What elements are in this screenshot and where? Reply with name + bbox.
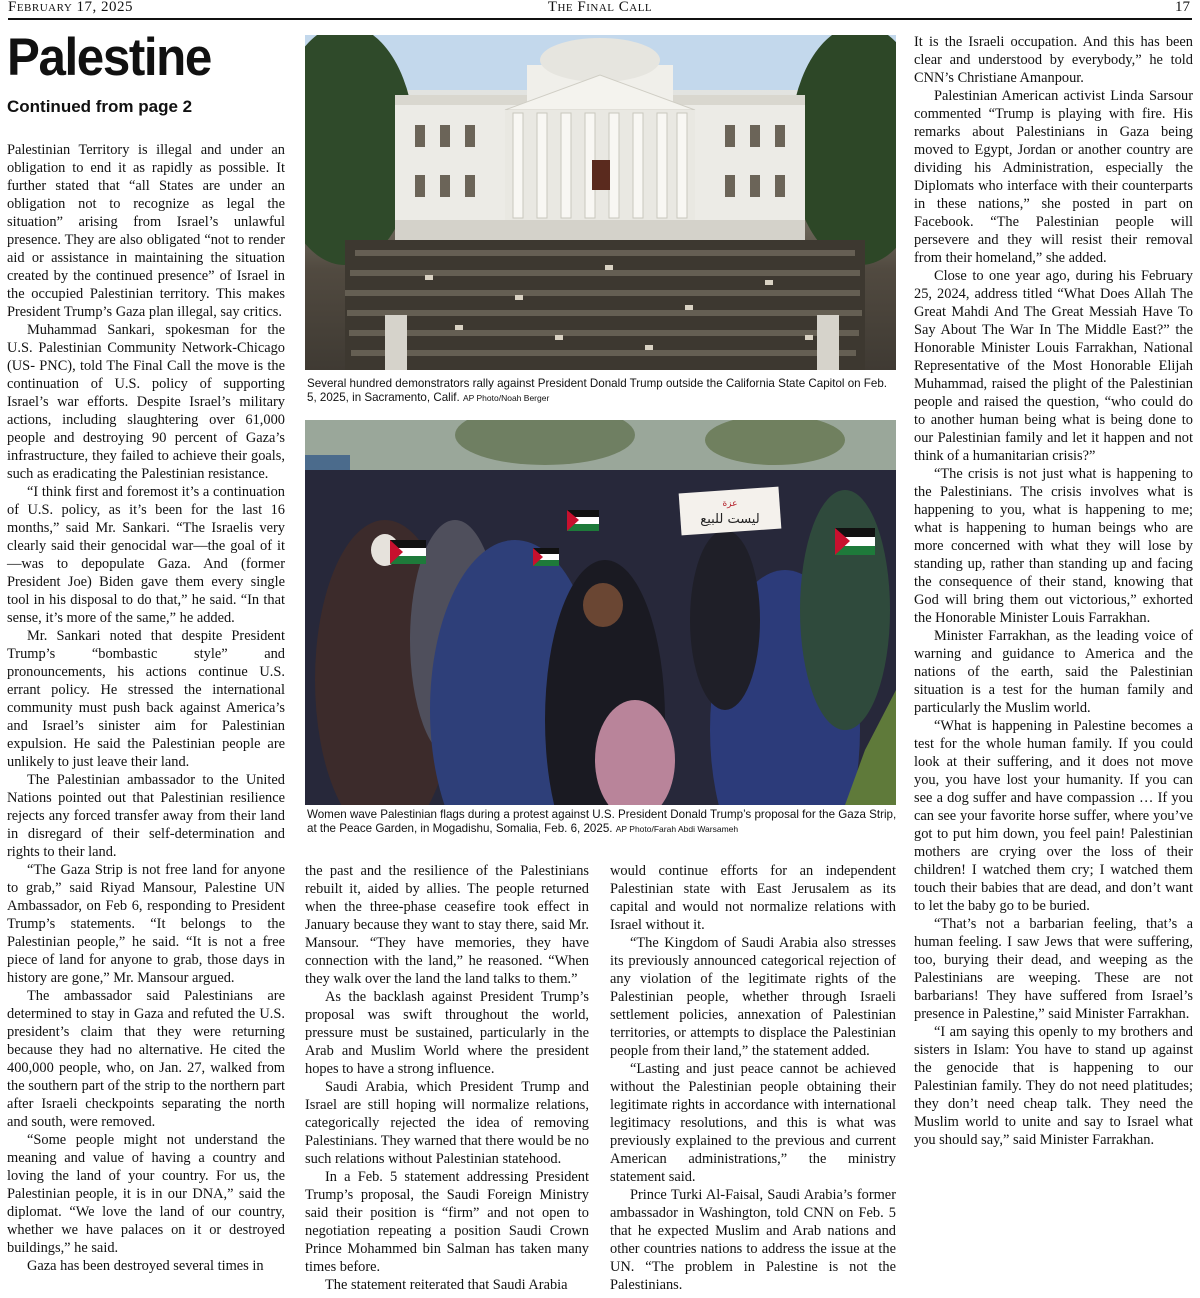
capitol-rally-illustration xyxy=(305,35,896,370)
capitol-rally-photo xyxy=(305,35,896,370)
palestinian-flag-3 xyxy=(835,528,875,555)
article-paragraph: Muhammad Sankari, spokesman for the U.S. Palestinian Community Network-Chicago (US- PNC), told The Final Call the move is the continuation of U.S. policy of supporting Israel’s war efforts. Despite Israel’s military actions, including slaughtering over 61,000 people and destroying 90 percent of Gaza’s infrastructure, they failed to achieve their goals, such as eradicating the Palestinian resistance. xyxy=(7,322,285,482)
svg-text:عزة: عزة xyxy=(722,499,738,509)
text-column-3 xyxy=(610,862,896,1294)
article-paragraph: “Some people might not understand the meaning and value of having a country and loving the land of your country. For us, the Palestinian people, it is in our DNA,” said the diplomat. “We love the land of our country, whether we have palaces on it or destroyed buildings,” he said. xyxy=(7,1132,285,1256)
photo-caption-1 xyxy=(307,377,897,405)
article-paragraph: As the backlash against President Trump’s proposal was swift throughout the world, pressure must be sustained, particularly in the Arab and Muslim World where the president hopes to have a strong influence. xyxy=(305,989,589,1077)
article-paragraph: Palestinian Territory is illegal and under an obligation to end it as rapidly as possible. It further stated that “all States are under an obligation not to recognize as legal the situation” arising from Israel’s unlawful presence. They are also obligated “not to render aid or assistance in maintaining the situation created by the continued presence” of Israel in the occupied Palestinian territory. This makes President Trump’s Gaza plan illegal, say critics. xyxy=(7,142,285,320)
article-title: Palestine xyxy=(7,28,211,87)
article-paragraph: Close to one year ago, during his February 25, 2024, address titled “What Does Allah The Great Mahdi And The Great Messiah Have To Say About The War In The Middle East?” the Honorable Minister Louis Farrakhan, National Representative of the Most Honorable Elijah Muhammad, raised the plight of the Palestinian people and raised the question, “who could do to another human being what is being done to our Palestinian family and let it happen and not think of a humanitarian crisis?” xyxy=(914,268,1193,464)
text-column-2 xyxy=(305,862,589,1294)
text-column-1 xyxy=(7,141,285,1275)
newspaper-name: The Final Call xyxy=(547,0,653,15)
article-paragraph: “I think first and foremost it’s a continuation of U.S. policy, as it’s been for the last 16 months,” said Mr. Sankari. “The Israelis very clearly said their genocidal war—the goal of it—was to depopulate Gaza. And (former President Joe) Biden gave them every single tool in his disposal to do that,” he said. “In that sense, it’s more of the same,” he added. xyxy=(7,484,285,626)
article-paragraph: “The crisis is not just what is happening to the Palestinians. The crisis involves what is happening to you, what is happening to me; what is happening to human beings who are more concerned with what they will lose by standing up, rather than standing up and facing the consequence of their stand, knowing that God will bring them out victorious,” exhorted the Honorable Minister Louis Farrakhan. xyxy=(914,466,1193,626)
article-paragraph: “The Gaza Strip is not free land for anyone to grab,” said Riyad Mansour, Palestine UN Ambassador, on Feb 6, responding to President Trump’s statements. “It belongs to the Palestinian people,” he said. “It is not a free piece of land for anyone to grab, those days in history are gone,” Mr. Mansour argued. xyxy=(7,862,285,986)
protest-sign xyxy=(679,487,782,536)
mogadishu-protest-illustration xyxy=(305,420,896,805)
article-paragraph: Palestinian American activist Linda Sarsour commented “Trump is playing with fire. His remarks about Palestinians in Gaza being moved to Egypt, Jordan or another country are dividing his Administration, especially the Diplomats who interface with their counterparts in these nations,” she posted in part on Facebook. “The Palestinian people will persevere and they will resist their removal from their homeland,” she added. xyxy=(914,88,1193,266)
article-paragraph: Minister Farrakhan, as the leading voice of warning and guidance to America and the nations of the earth, said the Palestinian situation is a test for the human family and particularly the Muslim world. xyxy=(914,628,1193,716)
mogadishu-protest-photo xyxy=(305,420,896,805)
article-paragraph: Prince Turki Al-Faisal, Saudi Arabia’s former ambassador in Washington, told CNN on Feb. 5 that he expected Muslim and Arab nations and other countries nations to address the issue at the UN. “The problem in Palestine is not the Palestinians. xyxy=(610,1187,896,1293)
page-header xyxy=(8,0,1192,20)
caption-text: Women wave Palestinian flags during a protest against U.S. President Donald Trump’s proposal for the Gaza Strip, at the Peace Garden, in Mogadishu, Somalia, Feb. 6, 2025. xyxy=(307,808,897,835)
article-paragraph: The statement reiterated that Saudi Arabia xyxy=(325,1277,568,1293)
caption-text: Several hundred demonstrators rally against President Donald Trump outside the California State Capitol on Feb. 5, 2025, in Sacramento, Calif. xyxy=(307,377,888,404)
article-paragraph: In a Feb. 5 statement addressing President Trump’s proposal, the Saudi Foreign Ministry said their position is “firm” and not open to negotiation repeating a position Saudi Crown Prince Mohammed bin Salman has taken many times before. xyxy=(305,1169,589,1275)
article-paragraph: It is the Israeli occupation. And this has been clear and understood by everybody,” he told CNN’s Christiane Amanpour. xyxy=(914,34,1193,86)
article-paragraph: “What is happening in Palestine becomes a test for the whole human family. If you could look at their suffering, and it does not move you, you have lost your humanity. If you can see a dog suffer and have compassion … If you can see your favorite horse suffer, where you’ve got to put him down, you feel pain! Palestinian mothers are crying over the loss of their children! I watched them cry; I watched them touch their babies that are dead, and don’t want to let the baby go to be buried. xyxy=(914,718,1193,914)
article-paragraph: Mr. Sankari noted that despite President Trump’s “bombastic style” and pronouncements, his actions continue U.S. errant policy. He stressed the international community must push back against America’s and Israel’s sinister aim for Palestinian expulsion. He said the Palestinian people are unlikely to just leave their land. xyxy=(7,628,285,770)
article-paragraph: would continue efforts for an independent Palestinian state with East Jerusalem as its capital and would not normalize relations with Israel without it. xyxy=(610,863,896,933)
article-paragraph: the past and the resilience of the Palestinians rebuilt it, aided by allies. The people returned when the three-phase ceasefire took effect in January because they want to stay there, said Mr. Mansour. “They have memories, they have connection with the land,” he reasoned. “When they walk over the land the land talks to them.” xyxy=(305,863,589,987)
photo-credit: AP Photo/Farah Abdi Warsameh xyxy=(615,824,739,834)
palestinian-flag-2 xyxy=(567,510,599,531)
article-paragraph: “The Kingdom of Saudi Arabia also stresses its previously announced categorical rejection of any violation of the legitimate rights of the Palestinian people, whether through Israeli settlement policies, annexation of Palestinian territories, or attempts to displace the Palestinian people from their land,” the statement added. xyxy=(610,935,896,1059)
article-paragraph: The Palestinian ambassador to the United Nations pointed out that Palestinian resilience rejects any forced transfer away from their land in disregard of their self-determination and rights to their land. xyxy=(7,772,285,860)
article-paragraph: “That’s not a barbarian feeling, that’s a human feeling. I saw Jews that were suffering, too, burying their dead, and weeping as the Palestinians are weeping. These are not barbarians! They have suffered from Israel’s presence in Palestine,” said Minister Farrakhan. xyxy=(914,916,1193,1022)
article-paragraph: The ambassador said Palestinians are determined to stay in Gaza and refuted the U.S. president’s claim that they were returning because they had no alternative. He cited the 400,000 people, who, on Jan. 27, walked from the southern part of the strip to the northern part after Israeli checkpoints separating the north and south, were removed. xyxy=(7,988,285,1130)
jump-line: Continued from page 2 xyxy=(7,97,193,116)
issue-date: February 17, 2025 xyxy=(8,0,134,15)
svg-text:ليست للبيع: ليست للبيع xyxy=(700,512,760,527)
palestinian-flag-4 xyxy=(533,548,559,566)
palestinian-flag-1 xyxy=(390,540,426,564)
article-paragraph: “I am saying this openly to my brothers and sisters in Islam: You have to stand up against the genocide that is happening to our Palestinian family. They do not need platitudes; they don’t need cheap talk. They need the Muslim world to unite and say to Israel what you should say,” said Minister Farrakhan. xyxy=(914,1024,1193,1148)
photo-credit: AP Photo/Noah Berger xyxy=(462,393,550,403)
article-paragraph: Saudi Arabia, which President Trump and Israel are still hoping will normalize relations, categorically rejected the idea of removing Palestinians. They warned that there would be no such relations without Palestinian statehood. xyxy=(305,1079,589,1167)
text-column-4 xyxy=(914,33,1193,1149)
article-paragraph: Gaza has been destroyed several times in xyxy=(27,1258,264,1274)
article-paragraph: “Lasting and just peace cannot be achieved without the Palestinian people obtaining their legitimate rights in accordance with international legitimacy resolutions, and this is what was previously explained to the previous and current American administrations,” the ministry statement said. xyxy=(610,1061,896,1185)
page-number: 17 xyxy=(1175,0,1190,15)
photo-caption-2 xyxy=(307,808,897,836)
